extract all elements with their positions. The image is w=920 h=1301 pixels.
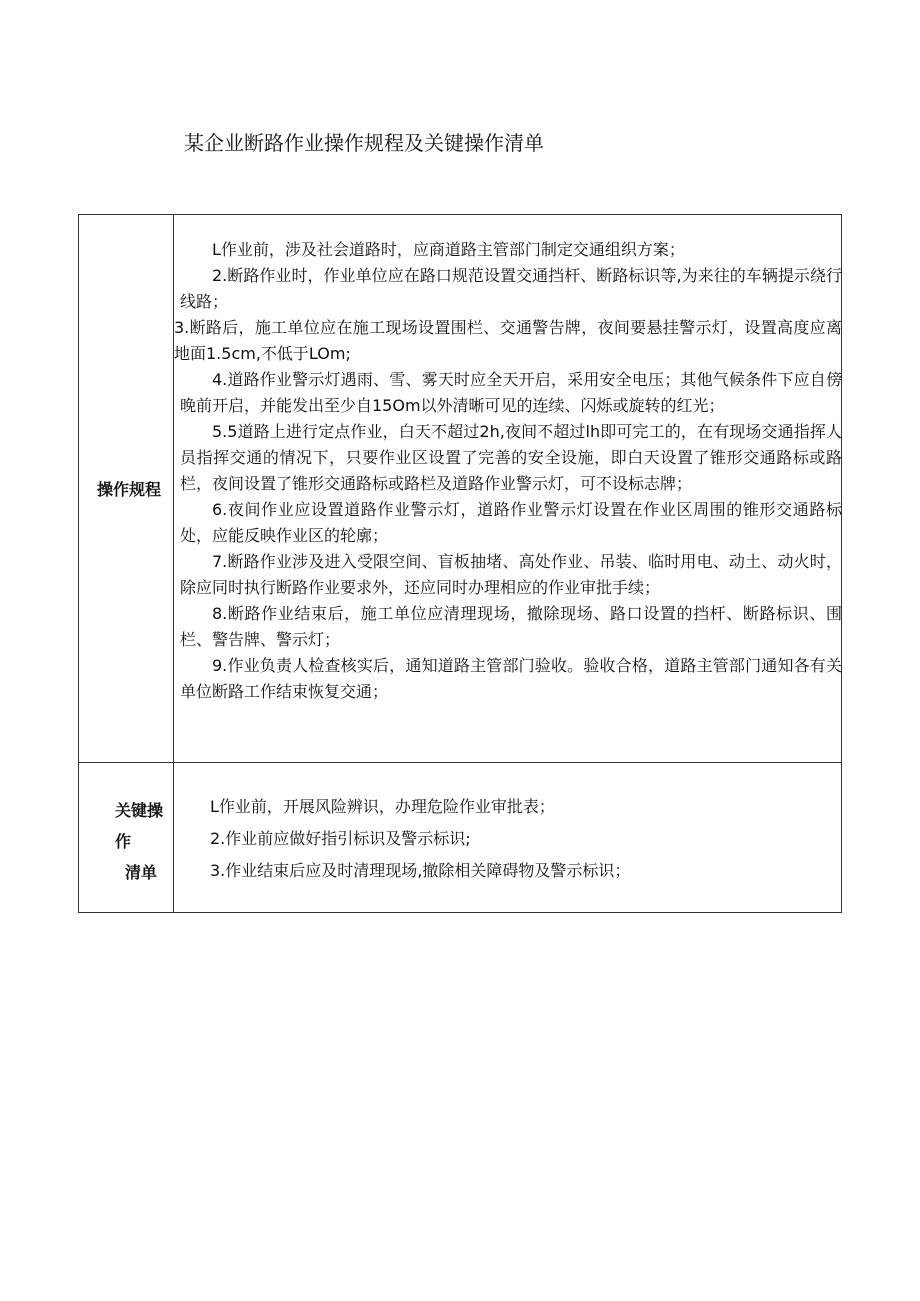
key-ops-label-line: 作 xyxy=(115,832,132,851)
key-ops-label xyxy=(115,795,163,888)
rule-item: 2.断路作业时，作业单位应在路口规范设置交通挡杆、断路标识等,为来往的车辆提示绕行线路； xyxy=(180,266,842,311)
rules-label: 操作规程 xyxy=(97,480,162,499)
key-ops-label-cell xyxy=(79,763,174,912)
rules-label-cell xyxy=(79,215,174,762)
rule-item: 6.夜间作业应设置道路作业警示灯，道路作业警示灯设置在作业区周围的锥形交通路标处，应能反映作业区的轮廓； xyxy=(180,500,842,545)
rule-item: 3.断路后，施工单位应在施工现场设置围栏、交通警告牌，夜间要悬挂警示灯，设置高度应离地面1.5cm,不低于LOm; xyxy=(174,318,842,363)
rule-item: 5.5道路上进行定点作业，白天不超过2h,夜间不超过lh即可完工的，在有现场交通指挥人员指挥交通的情况下，只要作业区设置了完善的安全设施，即白天设置了锥形交通路标或路栏，夜间设置了锥形交通路标或路栏及道路作业警示灯，可不设标志牌； xyxy=(180,422,842,493)
key-op-item: 2.作业前应做好指引标识及警示标识; xyxy=(210,829,471,848)
rules-list xyxy=(174,237,842,705)
rule-item: 7.断路作业涉及进入受限空间、盲板抽堵、高处作业、吊装、临时用电、动土、动火时，除应同时执行断路作业要求外，还应同时办理相应的作业审批手续； xyxy=(180,552,842,597)
key-ops-label-line: 清单 xyxy=(125,863,158,882)
document-title: 某企业断路作业操作规程及关键操作清单 xyxy=(184,131,544,155)
rule-item: L作业前，涉及社会道路时，应商道路主管部门制定交通组织方案； xyxy=(212,240,685,259)
key-ops-row xyxy=(79,763,841,912)
key-ops-list xyxy=(174,791,842,887)
key-ops-content-cell xyxy=(174,763,841,912)
rule-item: 4.道路作业警示灯遇雨、雪、雾天时应全天开启，采用安全电压；其他气候条件下应自傍晚前开启，并能发出至少自15Om以外清晰可见的连续、闪烁或旋转的红光； xyxy=(180,370,842,415)
rules-row xyxy=(79,215,841,763)
procedure-table xyxy=(78,214,842,913)
rule-item: 8.断路作业结束后，施工单位应清理现场，撤除现场、路口设置的挡杆、断路标识、围栏、警告牌、警示灯； xyxy=(180,604,842,649)
key-op-item: 3.作业结束后应及时清理现场,撤除相关障碍物及警示标识； xyxy=(210,861,631,880)
rules-content-cell xyxy=(174,215,841,762)
key-op-item: L作业前，开展风险辨识，办理危险作业审批表； xyxy=(210,797,555,816)
key-ops-label-line: 关键操 xyxy=(115,801,164,820)
rule-item: 9.作业负责人检查核实后，通知道路主管部门验收。验收合格，道路主管部门通知各有关单位断路工作结束恢复交通； xyxy=(180,656,842,701)
